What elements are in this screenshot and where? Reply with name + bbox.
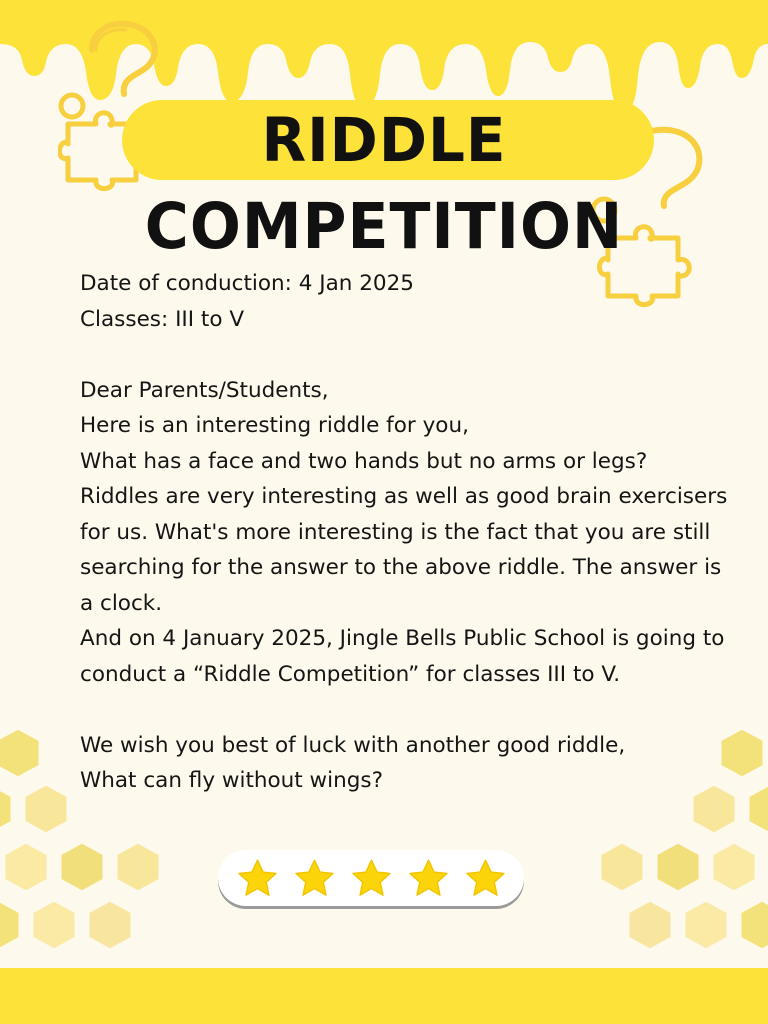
- title-line-2: COMPETITION: [144, 190, 624, 264]
- title-line-1: RIDDLE: [261, 104, 507, 176]
- classes-line: Classes: III to V: [80, 306, 245, 332]
- riddle-intro: Here is an interesting riddle for you,: [80, 413, 469, 438]
- bottom-band: [0, 968, 768, 1024]
- closing-line: We wish you best of luck with another good riddle,: [80, 732, 626, 758]
- competition-announcement: And on 4 January 2025, Jingle Bells Public School is going to conduct a “Riddle Competition” for classes III to V.: [80, 626, 725, 687]
- riddle-paragraph: Riddles are very interesting as well as good brain exercisers for us. What's more interesting is the fact that you are still searching for the answer to the above riddle. The answer is a clock.: [80, 484, 728, 616]
- star-icon: [464, 857, 507, 900]
- star-icon: [236, 857, 279, 900]
- greeting: Dear Parents/Students,: [80, 377, 329, 403]
- date-of-conduction: Date of conduction: 4 Jan 2025: [80, 271, 414, 296]
- star-rating: [218, 850, 524, 906]
- star-icon: [407, 857, 450, 900]
- letter-body: [80, 266, 730, 799]
- closing-riddle: What can fly without wings?: [80, 768, 383, 793]
- star-icon: [293, 857, 336, 900]
- riddle-question: What has a face and two hands but no arms or legs?: [80, 448, 648, 474]
- star-icon: [350, 857, 393, 900]
